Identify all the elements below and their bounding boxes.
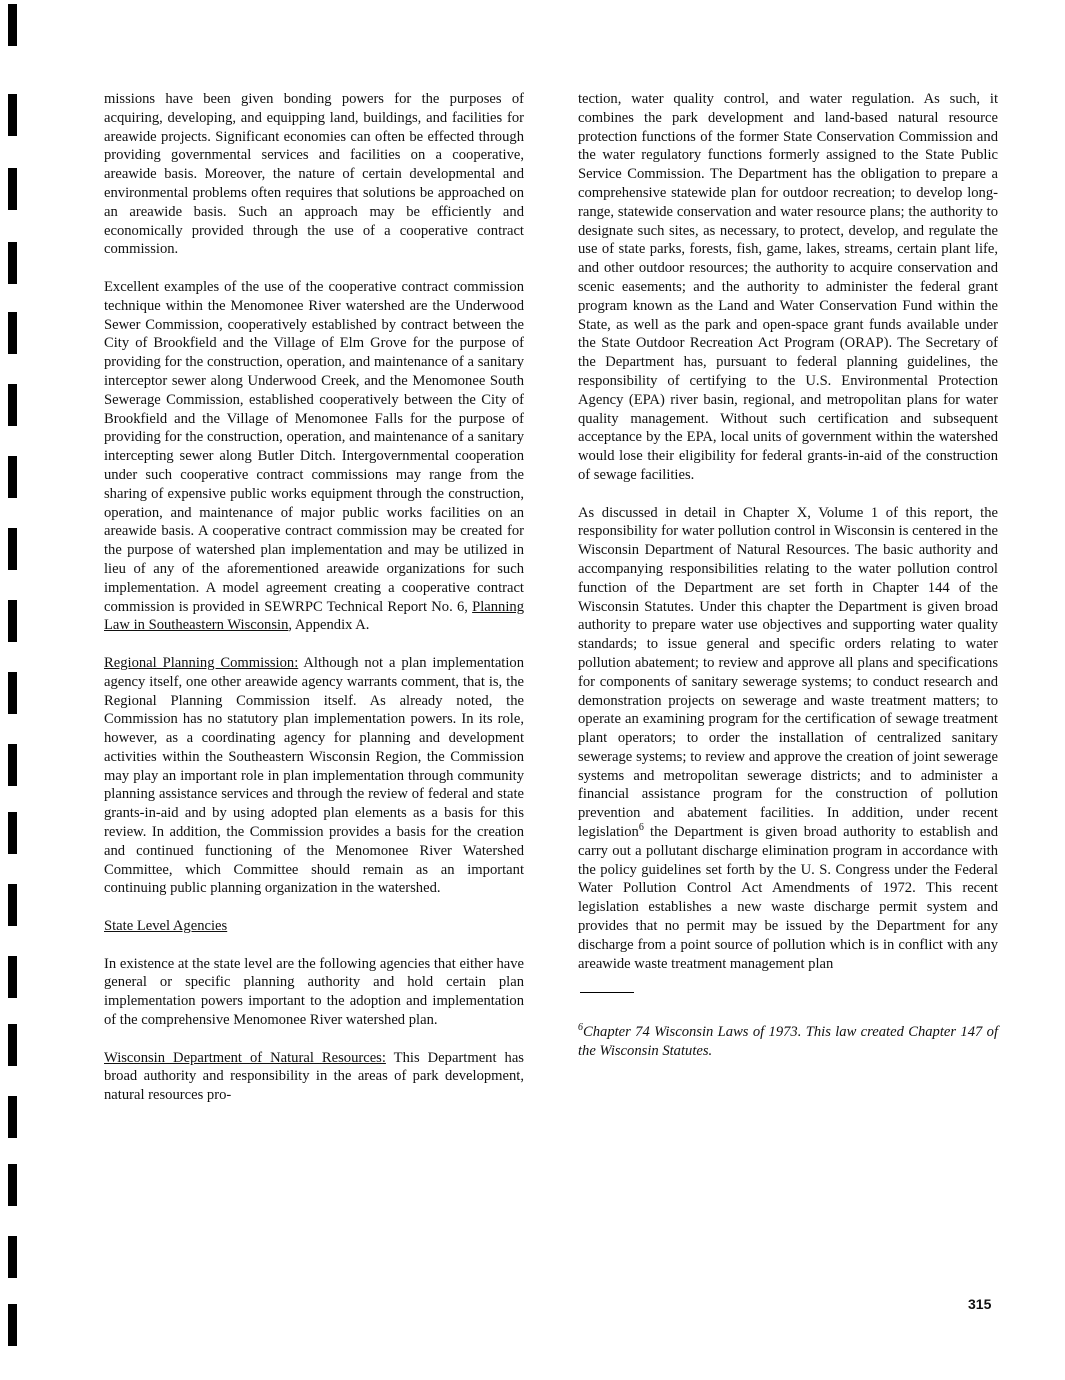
binding-marks xyxy=(8,0,18,1380)
binding-mark xyxy=(8,1304,17,1346)
footnote-number: 6 xyxy=(578,1022,583,1034)
paragraph-text: This Department has broad authority and responsibility in the areas of park development, natural resources pro- xyxy=(104,1049,524,1104)
binding-mark xyxy=(8,528,17,570)
paragraph-text: Excellent examples of the use of the cooperative contract commission technique within the Menomonee River watershed are the Underwood Sewer Commission, cooperatively established by contract between the City of Brookfield and the Village of Elm Grove for the purpose of providing for the construction, operation, and maintenance of a sanitary interceptor sewer along Underwood Creek, and the Menomonee South Sewerage Commission, established cooperatively between the City of Brookfield and the Village of Menomonee Falls for the purpose of providing for the construction, operation, and maintenance of a sanitary intercepting sewer along Butler Ditch. Intergovernmental cooperation under such cooperative contract commissions may range from the sharing of expensive public works equipment through the construction, operation, and maintenance of major public works facilities on an areawide basis. A cooperative contract commission may be created for the purpose of watershed plan implementation and may be utilized in lieu of any of the aforementioned areawide organizations for such implementation. A model agreement creating a cooperative contract commission is provided in SEWRPC Technical Report No. 6, xyxy=(104,278,524,615)
paragraph-text: As discussed in detail in Chapter X, Volume 1 of this report, the responsibility for water pollution control in Wisconsin is centered in the Wisconsin Department of Natural Resources. The basic authority and accompanying responsibilities relating to the water pollution control function of the Department are set forth in Chapter 144 of the Wisconsin Statutes. Under this chapter the Department is given broad authority to prepare water use objectives and supporting water quality standards; to issue general and specific orders relating to water pollution abatement; to review and approve all plans and specifications for components of sanitary sewerage systems; to conduct research and demonstration projects on sewerage and waste treatment matters; to operate an examining program for the certification of sewage treatment plant operators; to order the installation of centralized sanitary sewerage systems; to review and approve the creation of joint sewerage systems and metropolitan sewerage districts; and to administer a financial assistance program for the construction of pollution prevention and abatement facilities. In addition, under recent legislation xyxy=(578,504,998,841)
binding-mark xyxy=(8,812,17,854)
binding-mark xyxy=(8,1024,17,1066)
binding-mark xyxy=(8,1164,17,1206)
run-in-heading: Regional Planning Commission: xyxy=(104,654,299,671)
binding-mark xyxy=(8,1236,17,1278)
paragraph-dnr xyxy=(104,1049,524,1105)
paragraph-water-pollution xyxy=(578,504,998,974)
run-in-heading: Wisconsin Department of Natural Resources: xyxy=(104,1049,386,1066)
binding-mark xyxy=(8,884,17,926)
binding-mark xyxy=(8,744,17,786)
paragraph-text: the Department is given broad authority to establish and carry out a pollutant discharge elimination program in accordance with the policy guidelines set forth by the U. S. Congress under the Federal Water Pollution Control Act Amendments of 1972. This recent legislation establishes a new waste discharge permit system and provides that no permit may be issued by the Department for any discharge from a point source of pollution which is in conflict with any areawide waste treatment management plan xyxy=(578,824,998,972)
paragraph-text: , Appendix A. xyxy=(288,617,370,634)
paragraph-dnr-continued: tection, water quality control, and water regulation. As such, it combines the park development and land-based natural resource protection functions of the former State Conservation Commission and the water regulatory functions formerly assigned to the State Public Service Commission. The Department has the obligation to prepare a comprehensive statewide plan for outdoor recreation; to develop long-range, statewide conservation and water resource plans; the authority to designate such sites, as necessary, to protect, develop, and regulate the use of state parks, forests, fish, game, lakes, streams, certain plant life, and other outdoor resources; the authority to acquire conservation and scenic easements; and the authority to administer the federal grant program known as the Land and Water Conservation Fund within the State, as well as the park and open-space grant funds available under the State Outdoor Recreation Act Program (ORAP). The Secretary of the Department has, pursuant to federal planning guidelines, the responsibility of certifying to the U.S. Environmental Protection Agency (EPA) river basin, regional, and metropolitan plans for water quality management. Without such certification and subsequent acceptance by the EPA, local units of government within the watershed would lose their eligibility for federal grants-in-aid of the construction of sewage facilities. xyxy=(578,91,998,483)
paragraph-text: Although not a plan implementation agency itself, one other areawide agency warrants comment, that is, the Regional Planning Commission itself. As already noted, the Commission has no statutory plan implementation powers. In its role, however, as a coordinating agency for planning and development activities within the Southeastern Wisconsin Region, the Commission may play an important role in plan implementation through community planning assistance services and through the review of federal and state grants-in-aid and by using adopted plan elements as a basis for this review. In addition, the Commission provides a basis for the creation and continued functioning of the Menomonee River Watershed Committee, which Committee should remain as an important continuing public planning organization in the watershed. xyxy=(104,654,524,897)
footnote-text: Chapter 74 Wisconsin Laws of 1973. This law created Chapter 147 of the Wisconsin Statutes. xyxy=(578,1024,998,1060)
paragraph-regional-planning xyxy=(104,654,524,898)
binding-mark xyxy=(8,94,17,136)
binding-mark xyxy=(8,600,17,642)
paragraph-state-agencies: In existence at the state level are the following agencies that either have general or specific planning authority and hold certain plan implementation powers important to the adoption and implementation of the comprehensive Menomonee River watershed plan. xyxy=(104,955,524,1029)
right-column xyxy=(578,90,998,1080)
binding-mark xyxy=(8,956,17,998)
footnote-reference: 6 xyxy=(638,822,644,834)
binding-mark xyxy=(8,312,17,354)
binding-mark xyxy=(8,672,17,714)
binding-mark xyxy=(8,242,17,284)
binding-mark xyxy=(8,168,17,210)
left-column xyxy=(104,90,524,1124)
footnote-divider xyxy=(580,992,634,993)
section-heading: State Level Agencies xyxy=(104,918,228,935)
binding-mark xyxy=(8,1096,17,1138)
paragraph-cooperative-contract xyxy=(104,278,524,635)
binding-mark xyxy=(8,4,17,46)
footnote xyxy=(578,1023,998,1061)
page-number: 315 xyxy=(968,1296,992,1312)
paragraph-bonding-powers: missions have been given bonding powers for the purposes of acquiring, developing, and equipping land, buildings, and facilities for areawide projects. Significant economies can often be effected through providing governmental services and facilities on a cooperative, areawide basis. Moreover, the nature of certain developmental and environmental problems often requires that solutions be approached on an areawide basis. Such an approach may be efficiently and economically provided through the use of a cooperative contract commission. xyxy=(104,91,524,258)
binding-mark xyxy=(8,456,17,498)
binding-mark xyxy=(8,384,17,426)
report-title: Planning Law in Southeastern Wisconsin xyxy=(104,598,524,634)
